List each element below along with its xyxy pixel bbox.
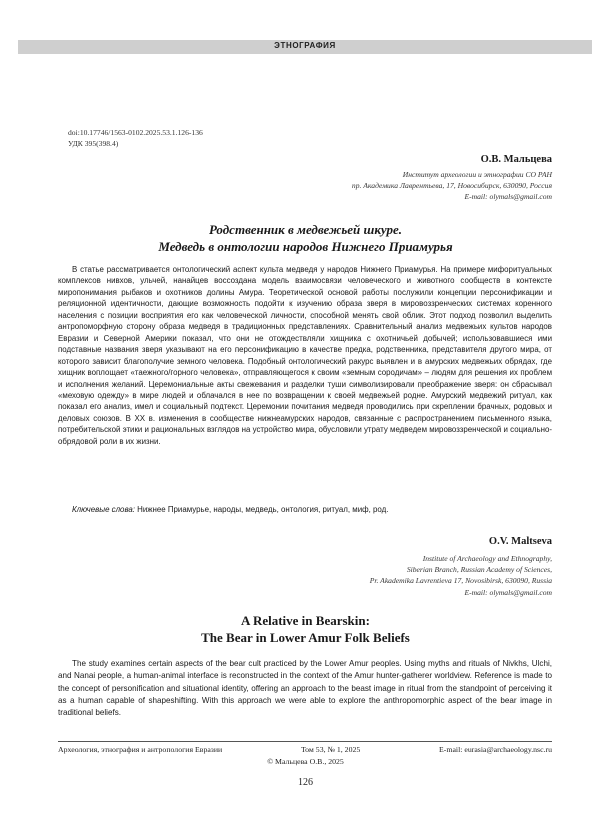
affiliation-line: Institute of Archaeology and Ethnography, <box>422 554 552 563</box>
abstract-ru: В статье рассматривается онтологический аспект культа медведя у народов Нижнего Приамурья. На примере мифоритуальных комплексов нивхов, ульчей, нанайцев воссоздана модель взаимосвязи человеческого и животного сообществ в контексте миропонимания рыбаков и охотников долины Амура. Теоретической основой работы послужили концепции персонификации и реляционной идентичности, дающие возможность подойти к изучению образа зверя в мировоззренческих системах коренного населения с позиции восприятия его как человеческой личности, способной менять свой облик. Этот подход позволил выделить антропоморфную сторону образа медведя в традиционных представлениях. Сравнительный анализ медвежьих культов народов Евразии и Северной Америки показал, что они не отождествляли хищника с охотничьей добычей; использовавшиеся ими подставные названия зверя указывают на его персонификацию в качестве предка, родственника, представителя другого мира, от которого зависит благополучие земного человека. Подобный онтологический ракурс выявлен и в амурских медвежьих обрядах, где хищник воплощает «таежного/горного человека», отправляющегося к своим «земным сородичам» – людям для решения их проблем и исполнения желаний. Церемониальные акты свежевания и разделки туши символизировали преображение зверя: он сбрасывал «меховую одежду» в мире людей и облачался в нее по возвращении к своей медвежьей родне. Амурский медвежий ритуал, как показал его анализ, имел и социальный подтекст. Церемонии почитания медведя проводились при скреплении брачных, родовых и деловых союзов. В ХХ в. изменения в сообществе нижнеамурских народов, связанные с распространением письменного языка, потребительской этики и рациональных взглядов на устройство мира, обусловили утрату медведем мировоззренческой и социально-обрядовой роли в их жизни. <box>58 265 552 446</box>
title-line: Родственник в медвежьей шкуре. <box>208 222 403 237</box>
affiliation-line: Институт археологии и этнографии СО РАН <box>402 170 552 179</box>
title-line: Медведь в онтологии народов Нижнего Приамурья <box>158 239 453 254</box>
journal-volume: Том 53, № 1, 2025 <box>300 745 361 754</box>
title-line: A Relative in Bearskin: <box>241 613 370 628</box>
affiliation-line: пр. Академика Лаврентьева, 17, Новосибирск, 630090, Россия <box>351 181 552 191</box>
journal-email: E-mail: eurasia@archaeology.nsc.ru <box>439 745 552 754</box>
affiliation-line: Pr. Akademika Lavrentieva 17, Novosibirsk, 630090, Russia <box>369 576 552 586</box>
footer-rule <box>58 741 552 742</box>
footer <box>58 745 552 754</box>
keywords-text: Нижнее Приамурье, народы, медведь, онтология, ритуал, миф, род. <box>134 505 389 514</box>
page-number: 126 <box>298 777 313 788</box>
affiliation-en <box>370 553 552 598</box>
affiliation-line: Siberian Branch, Russian Academy of Sciences, <box>406 565 552 575</box>
udk: УДК 395(398.4) <box>68 139 119 148</box>
section-title: ЭТНОГРАФИЯ <box>274 41 336 50</box>
keywords-label: Ключевые слова: <box>72 505 135 514</box>
article-title-en <box>40 612 571 646</box>
author-name-en: O.V. Maltseva <box>488 536 552 547</box>
author-name-ru: О.В. Мальцева <box>480 154 552 165</box>
keywords-ru <box>72 505 388 514</box>
article-title-ru <box>40 221 571 255</box>
abstract-en: The study examines certain aspects of the bear cult practiced by the Lower Amur peoples. Using myths and rituals of Nivkhs, Ulchi, and Nanai people, a human-animal interface is reconstructed in the context of the Amur hunter-gatherer worldview. Reference is made to the concept of personification and situational identity, offering an approach to the beast image in ritual from the standpoint of perceiving it as a human capable of shapeshifting. With this approach we were able to explore the anthropomorphic aspect of the bear image in traditional beliefs. <box>58 659 552 718</box>
doi: doi:10.17746/1563-0102.2025.53.1.126-136 <box>68 128 203 137</box>
title-line: The Bear in Lower Amur Folk Beliefs <box>201 630 410 645</box>
email-en: E-mail: olymals@gmail.com <box>464 587 552 597</box>
journal-name: Археология, этнография и антропология Евразии <box>58 745 223 754</box>
email-ru: E-mail: olymals@gmail.com <box>464 192 552 202</box>
copyright: © Мальцева О.В., 2025 <box>267 757 344 766</box>
affiliation-ru <box>352 169 552 203</box>
section-header-band <box>18 40 592 54</box>
